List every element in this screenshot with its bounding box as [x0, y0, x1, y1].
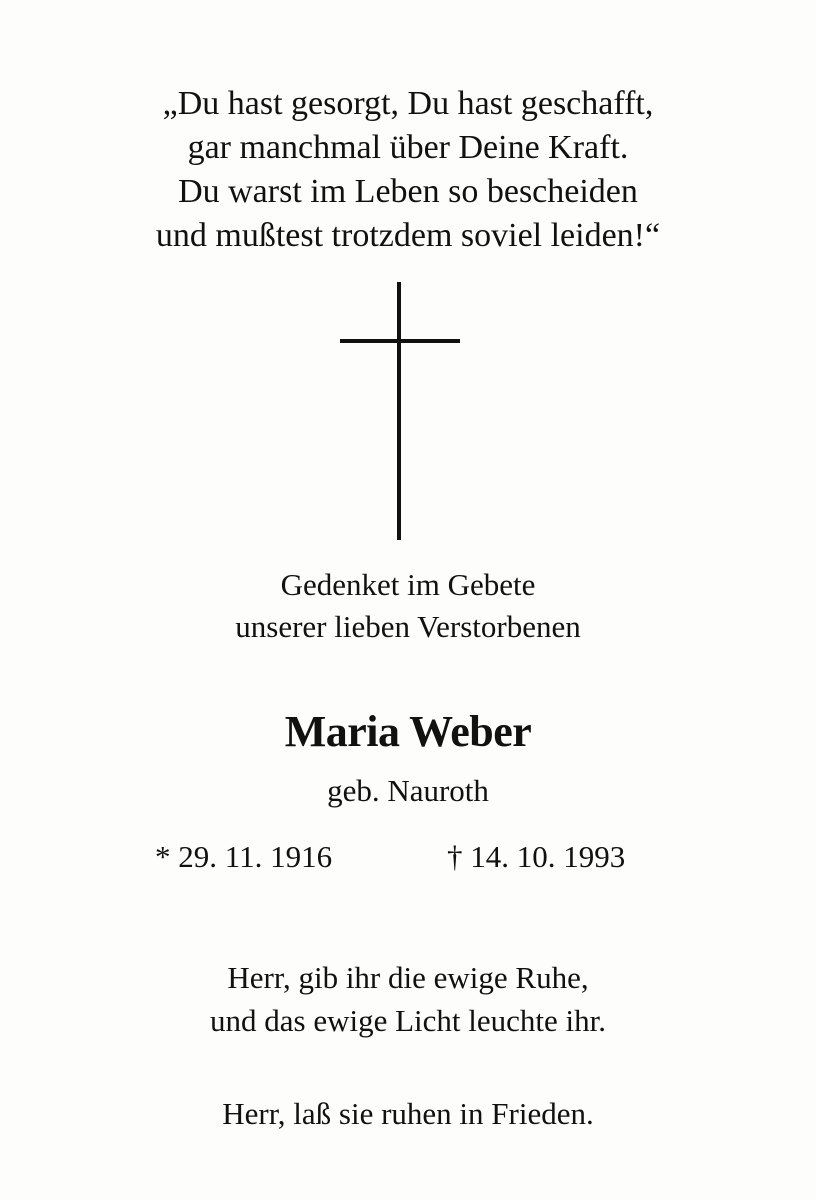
memorial-line: Gedenket im Gebete [280, 567, 536, 602]
poem-verse [0, 82, 816, 258]
poem-line: „Du hast gesorgt, Du hast geschafft, [162, 85, 654, 122]
prayer-verse [0, 956, 816, 1042]
maiden-name: geb. Nauroth [327, 773, 489, 808]
prayer-line: Herr, gib ihr die ewige Ruhe, [227, 960, 589, 995]
closing-prayer: Herr, laß sie ruhen in Frieden. [222, 1096, 594, 1131]
death-date: † 14. 10. 1993 [447, 839, 626, 874]
memorial-invocation [0, 564, 816, 648]
poem-line: und mußtest trotzdem soviel leiden!“ [155, 217, 661, 254]
latin-cross-icon [340, 282, 460, 540]
cross-vertical-bar [397, 282, 401, 540]
prayer-line: und das ewige Licht leuchte ihr. [210, 1003, 606, 1038]
poem-line: gar manchmal über Deine Kraft. [187, 129, 629, 166]
memorial-line: unserer lieben Verstorbenen [235, 609, 581, 644]
cross-horizontal-bar [340, 339, 460, 343]
birth-date: * 29. 11. 1916 [155, 839, 333, 874]
deceased-name: Maria Weber [284, 707, 532, 756]
poem-line: Du warst im Leben so bescheiden [178, 173, 638, 210]
